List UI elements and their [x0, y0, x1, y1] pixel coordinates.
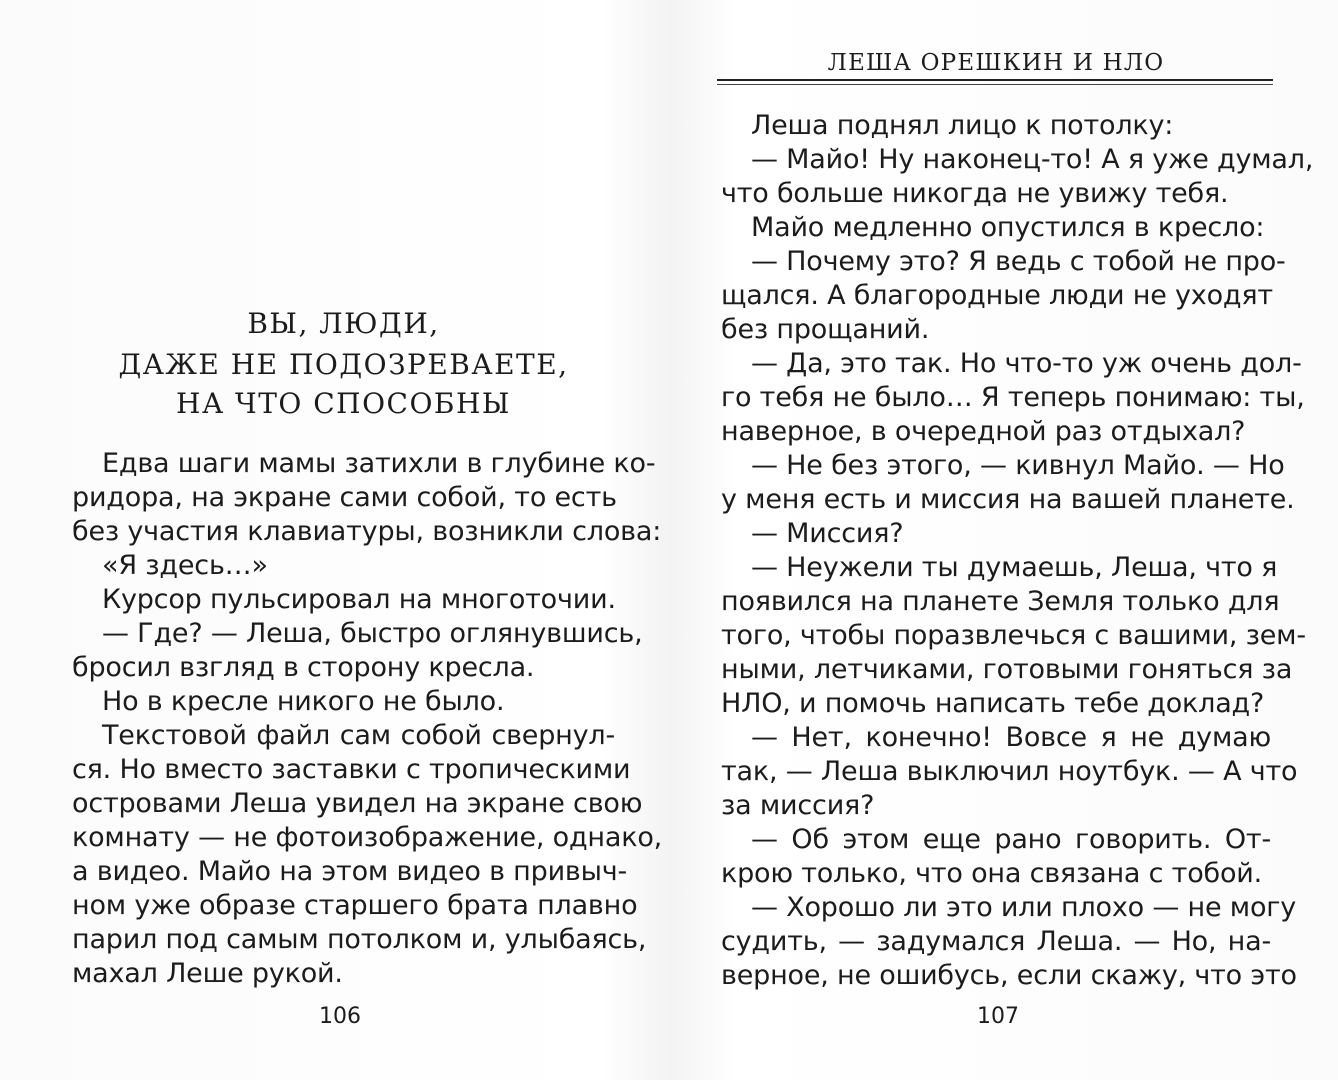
- text-line: за миссия?: [721, 790, 875, 821]
- text-line: крою только, что она связана с тобой.: [721, 858, 1263, 889]
- text-line: что больше никогда не увижу тебя.: [721, 178, 1229, 209]
- text-line: Текстовой файл сам собой свернул-: [102, 720, 615, 751]
- text-line: — Почему это? Я ведь с тобой не про-: [751, 246, 1286, 277]
- header-rule-thin: [717, 84, 1273, 85]
- text-line: судить, — задумался Леша. — Но, на-: [721, 926, 1271, 957]
- text-line: бросил взгляд в сторону кресла.: [72, 652, 535, 683]
- text-line: — Об этом еще рано говорить. От-: [751, 824, 1271, 855]
- text-line: — Миссия?: [751, 518, 904, 549]
- chapter-title-line: ВЫ, ЛЮДИ,: [247, 307, 440, 340]
- text-line: — Неужели ты думаешь, Леша, что я: [751, 552, 1278, 583]
- text-line: так, — Леша выключил ноутбук. — А что: [721, 756, 1298, 787]
- text-line: — Хорошо ли это или плохо — не могу: [751, 892, 1297, 923]
- text-line: ридора, на экране сами собой, то есть: [72, 482, 617, 513]
- text-line: ном уже образе старшего брата плавно: [72, 890, 638, 921]
- text-line: Курсор пульсировал на многоточии.: [102, 584, 616, 615]
- chapter-title-line: НА ЧТО СПОСОБНЫ: [176, 387, 511, 420]
- text-line: — Майо! Ну наконец-то! А я уже думал,: [751, 144, 1314, 175]
- text-line: комнату — не фотоизображение, однако,: [72, 822, 663, 853]
- text-line: ся. Но вместо заставки с тропическими: [72, 754, 631, 785]
- text-line: — Нет, конечно! Вовсе я не думаю: [751, 722, 1271, 753]
- text-line: островами Леша увидел на экране свою: [72, 788, 643, 819]
- text-line: без участия клавиатуры, возникли слова:: [72, 516, 662, 547]
- text-line: того, чтобы поразвлечься с вашими, зем-: [721, 620, 1306, 651]
- right-page: [669, 0, 1338, 1080]
- text-line: НЛО, и помочь написать тебе доклад?: [721, 688, 1265, 719]
- text-line: парил под самым потолком и, улыбаясь,: [72, 924, 647, 955]
- text-line: Едва шаги мамы затихли в глубине ко-: [102, 448, 656, 479]
- text-line: без прощаний.: [721, 314, 930, 345]
- text-line: наверное, в очередной раз отдыхал?: [721, 416, 1246, 447]
- text-line: а видео. Майо на этом видео в привыч-: [72, 856, 628, 887]
- running-head: ЛЕША ОРЕШКИН И НЛО: [827, 50, 1165, 76]
- text-line: «Я здесь…»: [102, 550, 268, 581]
- page-number: 106: [319, 1004, 361, 1029]
- text-line: щался. А благородные люди не уходят: [721, 280, 1273, 311]
- text-line: — Где? — Леша, быстро оглянувшись,: [102, 618, 643, 649]
- text-line: го тебя не было… Я теперь понимаю: ты,: [721, 382, 1305, 413]
- text-line: у меня есть и миссия на вашей планете.: [721, 484, 1295, 515]
- page-number: 107: [977, 1004, 1019, 1029]
- chapter-title-line: ДАЖЕ НЕ ПОДОЗРЕВАЕТЕ,: [118, 348, 569, 381]
- text-line: появился на планете Земля только для: [721, 586, 1280, 617]
- text-line: Майо медленно опустился в кресло:: [751, 212, 1265, 243]
- text-line: верное, не ошибусь, если скажу, что это: [721, 960, 1297, 991]
- header-rule: [717, 79, 1273, 81]
- text-line: Леша поднял лицо к потолку:: [751, 110, 1174, 141]
- text-line: Но в кресле никого не было.: [102, 686, 505, 717]
- text-line: — Не без этого, — кивнул Майо. — Но: [751, 450, 1285, 481]
- text-line: — Да, это так. Но что-то уж очень дол-: [751, 348, 1302, 379]
- text-line: ными, летчиками, готовыми гоняться за: [721, 654, 1293, 685]
- text-line: махал Леше рукой.: [72, 958, 343, 989]
